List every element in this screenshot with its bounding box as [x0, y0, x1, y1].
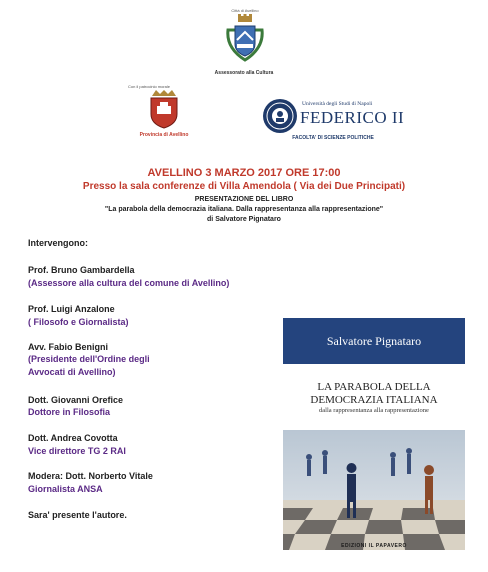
book-cover — [283, 318, 465, 558]
speaker-role-cont: Avvocati di Avellino) — [28, 367, 116, 377]
speakers-heading: Intervengono: — [28, 238, 88, 248]
university-line1: Università degli Studi di Napoli — [302, 101, 373, 107]
speaker-name: Prof. Luigi Anzalone — [28, 304, 115, 314]
speaker-name: Modera: Dott. Norberto Vitale — [28, 471, 153, 481]
city-crest-icon — [222, 14, 268, 64]
book-quote: "La parabola della democrazia italiana. Dalla rappresentanza alla rappresentazione" — [104, 206, 384, 213]
university-seal-icon — [262, 98, 298, 134]
speaker-name: Dott. Giovanni Orefice — [28, 395, 124, 405]
closing-note: Sara' presente l'autore. — [28, 510, 127, 520]
speaker-name: Dott. Andrea Covotta — [28, 433, 118, 443]
book-author-line: di Salvatore Pignataro — [207, 216, 281, 223]
speaker-name: Prof. Bruno Gambardella — [28, 265, 135, 275]
speaker-role: (Assessore alla cultura del comune di Avellino) — [28, 278, 230, 288]
speaker-role: Dottore in Filosofia — [28, 407, 110, 417]
city-caption: Città di Avellino — [231, 8, 259, 13]
book-cover-title1: LA PARABOLA DELLA — [317, 381, 431, 393]
event-datetime: AVELLINO 3 MARZO 2017 ORE 17:00 — [147, 167, 341, 179]
speaker-role: Giornalista ANSA — [28, 484, 103, 494]
speaker-role: (Presidente dell'Ordine degli — [28, 354, 150, 364]
province-caption: Provincia di Avellino — [139, 132, 189, 138]
book-cover-author: Salvatore Pignataro — [283, 318, 465, 364]
collab-text: Con il patrocinio morale — [128, 84, 171, 89]
city-crest — [222, 8, 268, 64]
speaker-role: Vice direttore TG 2 RAI — [28, 446, 126, 456]
university-line2: FEDERICO II — [300, 108, 405, 127]
book-cover-title2: DEMOCRAZIA ITALIANA — [310, 394, 438, 406]
speaker-name: Avv. Fabio Benigni — [28, 342, 109, 352]
book-cover-subtitle: dalla rappresentanza alla rappresentazione — [319, 407, 429, 414]
speaker-role: ( Filosofo e Giornalista) — [28, 317, 129, 327]
book-cover-publisher: EDIZIONI IL PAPAVERO — [341, 543, 407, 549]
event-venue: Presso la sala conferenze di Villa Amendola ( Via dei Due Principati) — [82, 181, 406, 192]
province-crest-icon — [148, 90, 180, 130]
faculty-caption: FACOLTA' DI SCIENZE POLITICHE — [292, 135, 374, 141]
assessorato-caption: Assessorato alla Cultura — [214, 70, 274, 76]
chessboard-figures-image — [283, 430, 465, 550]
presentation-label: PRESENTAZIONE DEL LIBRO — [194, 196, 294, 203]
